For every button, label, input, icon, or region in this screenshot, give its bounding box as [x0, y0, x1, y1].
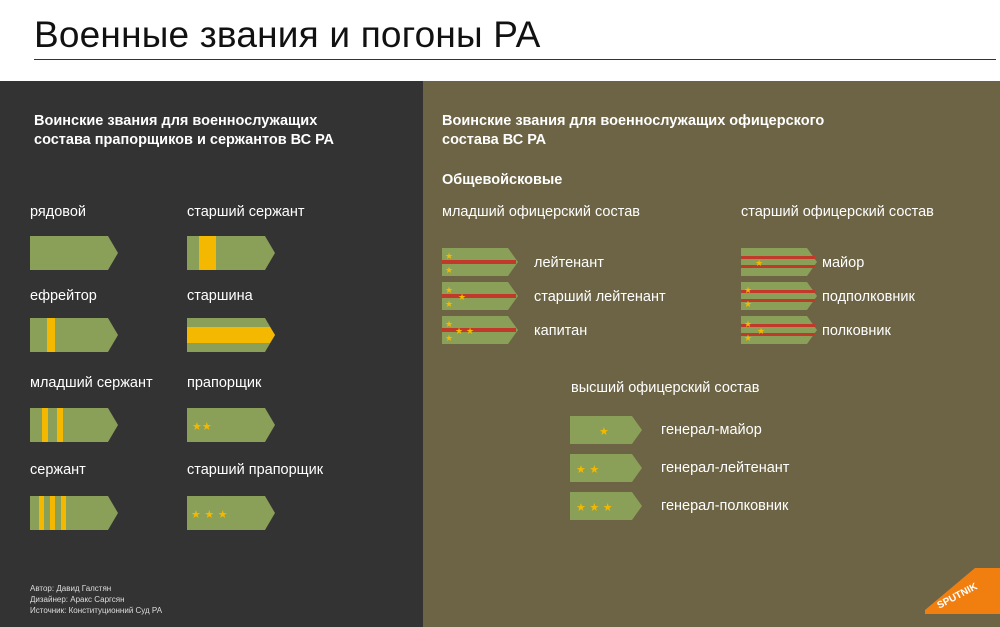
epaulette-major — [741, 248, 821, 276]
senior-officers-title: старший офицерский состав — [741, 204, 934, 220]
epaulette-colonel — [741, 316, 821, 344]
epaulette-lance-corporal — [30, 318, 120, 352]
svg-text:★ ★ ★: ★ ★ ★ — [576, 501, 613, 514]
rank-label-sergeant-major: старшина — [187, 288, 253, 304]
rank-label-senior-warrant-officer: старший прапорщик — [187, 462, 324, 478]
rank-label-colonel: полковник — [822, 323, 891, 339]
rank-label-major-general: генерал-майор — [661, 422, 762, 438]
svg-text:★ ★ ★: ★ ★ ★ — [191, 508, 228, 521]
left-panel — [0, 81, 423, 627]
svg-text:★: ★ — [744, 320, 753, 330]
svg-text:★: ★ — [744, 300, 753, 310]
rank-label-senior-lieutenant: старший лейтенант — [534, 289, 666, 305]
credit-source: Источник: Конституционний Суд РА — [30, 606, 163, 615]
epaulette-private — [30, 236, 120, 270]
svg-text:★: ★ — [757, 327, 766, 337]
left-heading-line1: Воинские звания для военнослужащих — [34, 113, 318, 129]
svg-text:★: ★ — [445, 320, 454, 330]
svg-text:★: ★ — [755, 259, 764, 269]
svg-text:★: ★ — [744, 286, 753, 296]
svg-text:★: ★ — [455, 327, 464, 337]
rank-label-warrant-officer: прапорщик — [187, 375, 262, 391]
epaulette-colonel-general — [570, 492, 646, 520]
junior-officers-title: младший офицерский состав — [442, 204, 640, 220]
svg-text:★: ★ — [445, 286, 454, 296]
epaulette-senior-warrant-officer — [187, 496, 277, 530]
right-heading-line1: Воинские звания для военнослужащих офицерского — [442, 113, 825, 129]
rank-label-private: рядовой — [30, 204, 86, 220]
rank-label-lieutenant-general: генерал-лейтенант — [661, 460, 790, 476]
rank-label-lieutenant-colonel: подполковник — [822, 289, 915, 305]
right-panel — [423, 81, 1000, 627]
rank-label-lance-corporal: ефрейтор — [30, 288, 97, 304]
epaulette-major-general — [570, 416, 646, 444]
epaulette-captain — [442, 316, 522, 344]
epaulette-senior-sergeant — [187, 236, 277, 270]
sputnik-logo — [925, 564, 1000, 614]
rank-label-colonel-general: генерал-полковник — [661, 498, 789, 514]
epaulette-lieutenant-colonel — [741, 282, 821, 310]
svg-text:★: ★ — [599, 425, 609, 438]
title-divider — [34, 59, 996, 60]
svg-text:★ ★: ★ ★ — [576, 463, 600, 476]
svg-text:★: ★ — [744, 334, 753, 344]
epaulette-lieutenant-general — [570, 454, 646, 482]
credit-designer: Дизайнер: Аракс Саргсян — [30, 595, 125, 604]
epaulette-sergeant-major — [187, 318, 277, 352]
right-heading-line2: состава ВС РА — [442, 132, 547, 148]
epaulette-sergeant — [30, 496, 120, 530]
epaulette-junior-sergeant — [30, 408, 120, 442]
credit-author: Автор: Давид Галстян — [30, 584, 112, 593]
highest-officers-title: высший офицерский состав — [571, 380, 760, 396]
page-title: Военные звания и погоны РА — [34, 14, 541, 55]
rank-label-captain: капитан — [534, 323, 588, 339]
left-heading-line2: состава прапорщиков и сержантов ВС РА — [34, 132, 334, 148]
combined-arms-subheading: Общевойсковые — [442, 172, 563, 188]
rank-label-junior-sergeant: младший сержант — [30, 375, 153, 391]
epaulette-senior-lieutenant — [442, 282, 522, 310]
svg-text:★★: ★★ — [192, 420, 212, 433]
svg-text:★: ★ — [445, 252, 454, 262]
rank-label-major: майор — [822, 255, 865, 271]
rank-label-lieutenant: лейтенант — [534, 255, 604, 271]
svg-text:★: ★ — [445, 300, 454, 310]
rank-label-senior-sergeant: старший сержант — [187, 204, 305, 220]
epaulette-warrant-officer — [187, 408, 277, 442]
svg-text:★: ★ — [458, 293, 467, 303]
svg-text:★: ★ — [466, 327, 475, 337]
epaulette-lieutenant — [442, 248, 522, 276]
svg-text:SPUTNIK: SPUTNIK — [935, 581, 980, 612]
rank-label-sergeant: сержант — [30, 462, 86, 478]
svg-text:★: ★ — [445, 266, 454, 276]
svg-text:★: ★ — [445, 334, 454, 344]
